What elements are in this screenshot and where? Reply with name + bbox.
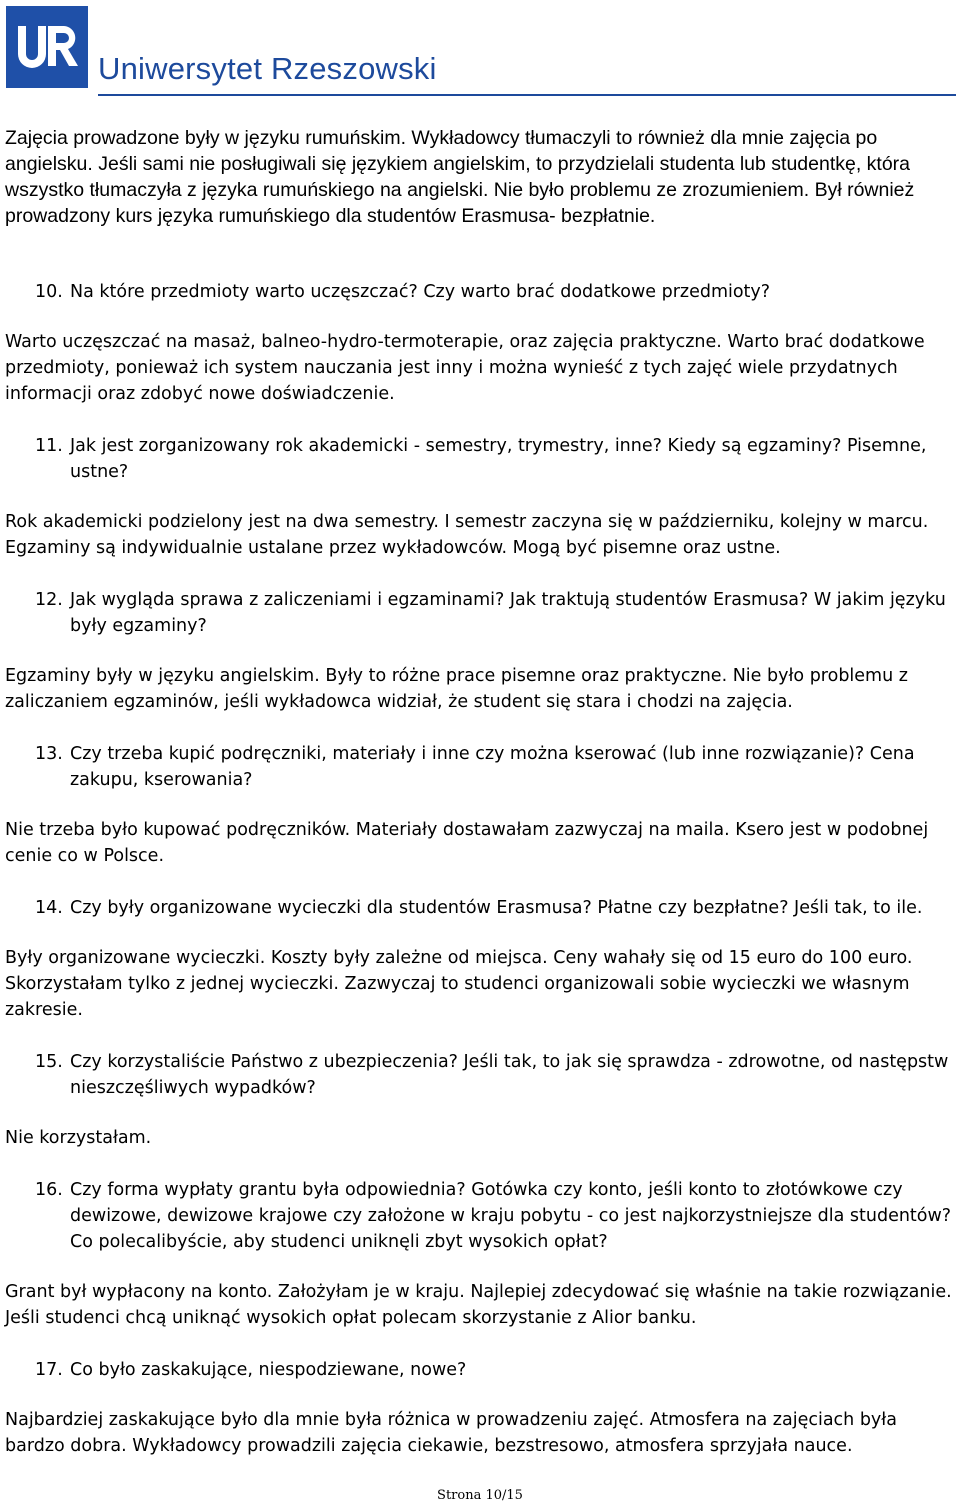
question bbox=[5, 279, 955, 305]
answer: Były organizowane wycieczki. Koszty były zależne od miejsca. Ceny wahały się od 15 euro do 100 euro. Skorzystałam tylko z jednej wycieczki. Zazwyczaj to studenci organizowali sobie wycieczki we własnym zakresie. bbox=[5, 948, 913, 1020]
question-number: 15. bbox=[35, 1052, 63, 1072]
qa-item bbox=[5, 279, 955, 407]
qa-item bbox=[5, 1177, 955, 1331]
page-number: Strona 10/15 bbox=[437, 1488, 523, 1503]
answer: Rok akademicki podzielony jest na dwa semestry. I semestr zaczyna się w październiku, kolejny w marcu. Egzaminy są indywidualnie ustalane przez wykładowców. Mogą być pisemne oraz ustne. bbox=[5, 512, 929, 558]
question-text: Czy trzeba kupić podręczniki, materiały i inne czy można kserować (lub inne rozwiązanie)? Cena zakupu, kserowania? bbox=[70, 744, 915, 790]
question bbox=[5, 895, 955, 921]
qa-item bbox=[5, 1357, 955, 1459]
question-text: Czy forma wypłaty grantu była odpowiednia? Gotówka czy konto, jeśli konto to złotówkowe czy dewizowe, dewizowe krajowe czy założone w kraju pobytu - co jest najkorzystniejsze dla studentów? Co polecalibyście, aby studenci uniknęli zbyt wysokich opłat? bbox=[70, 1180, 952, 1252]
question-text: Czy były organizowane wycieczki dla studentów Erasmusa? Płatne czy bezpłatne? Jeśli tak, to ile. bbox=[70, 898, 923, 918]
question-text: Jak wygląda sprawa z zaliczeniami i egzaminami? Jak traktują studentów Erasmusa? W jakim języku były egzaminy? bbox=[70, 590, 946, 636]
question bbox=[5, 587, 955, 639]
question bbox=[5, 433, 955, 485]
page-header bbox=[6, 6, 956, 96]
qa-item bbox=[5, 1049, 955, 1151]
question bbox=[5, 1357, 955, 1383]
qa-list bbox=[5, 279, 955, 1485]
question-text: Na które przedmioty warto uczęszczać? Czy warto brać dodatkowe przedmioty? bbox=[70, 282, 771, 302]
question bbox=[5, 1177, 955, 1255]
question-text: Co było zaskakujące, niespodziewane, nowe? bbox=[70, 1360, 467, 1380]
qa-item bbox=[5, 741, 955, 869]
question-number: 13. bbox=[35, 744, 63, 764]
qa-item bbox=[5, 587, 955, 715]
qa-item bbox=[5, 895, 955, 1023]
intro-paragraph: Zajęcia prowadzone były w języku rumuńskim. Wykładowcy tłumaczyli to również dla mnie zajęcia po angielsku. Jeśli sami nie posługiwali się językiem angielskim, to przydzielali studenta lub studentkę, która wszystko tłumaczyła z języka rumuńskiego na angielski. Nie było problemu ze zrozumieniem. Był również prowadzony kurs języka rumuńskiego dla studentów Erasmusa- bezpłatnie. bbox=[5, 127, 915, 227]
question-number: 17. bbox=[35, 1360, 63, 1380]
question-number: 16. bbox=[35, 1180, 63, 1200]
answer: Grant był wypłacony na konto. Założyłam je w kraju. Najlepiej zdecydować się właśnie na takie rozwiązanie. Jeśli studenci chcą uniknąć wysokich opłat polecam skorzystanie z Alior banku. bbox=[5, 1282, 952, 1328]
answer: Nie trzeba było kupować podręczników. Materiały dostawałam zazwyczaj na maila. Ksero jest w podobnej cenie co w Polsce. bbox=[5, 820, 929, 866]
question bbox=[5, 741, 955, 793]
university-name: Uniwersytet Rzeszowski bbox=[98, 51, 437, 86]
qa-item bbox=[5, 433, 955, 561]
question-text: Jak jest zorganizowany rok akademicki - semestry, trymestry, inne? Kiedy są egzaminy? Pisemne, ustne? bbox=[70, 436, 927, 482]
answer: Najbardziej zaskakujące było dla mnie była różnica w prowadzeniu zajęć. Atmosfera na zajęciach była bardzo dobra. Wykładowcy prowadzili zajęcia ciekawie, bezstresowo, atmosfera sprzyjała nauce. bbox=[5, 1410, 897, 1456]
question bbox=[5, 1049, 955, 1101]
question-number: 14. bbox=[35, 898, 63, 918]
answer: Nie korzystałam. bbox=[5, 1128, 152, 1148]
header-rule bbox=[98, 94, 956, 96]
question-number: 10. bbox=[35, 282, 63, 302]
answer: Egzaminy były w języku angielskim. Były to różne prace pisemne oraz praktyczne. Nie było problemu z zaliczaniem egzaminów, jeśli wykładowca widział, że student się stara i chodzi na zajęcia. bbox=[5, 666, 908, 712]
question-text: Czy korzystaliście Państwo z ubezpieczenia? Jeśli tak, to jak się sprawdza - zdrowotne, od następstw nieszczęśliwych wypadków? bbox=[70, 1052, 949, 1098]
answer: Warto uczęszczać na masaż, balneo-hydro-termoterapie, oraz zajęcia praktyczne. Warto brać dodatkowe przedmioty, ponieważ ich system nauczania jest inny i można wynieść z tych zajęć wiele przydatnych informacji oraz zdobyć nowe doświadczenie. bbox=[5, 332, 925, 404]
university-logo bbox=[6, 6, 88, 88]
question-number: 12. bbox=[35, 590, 63, 610]
question-number: 11. bbox=[35, 436, 63, 456]
